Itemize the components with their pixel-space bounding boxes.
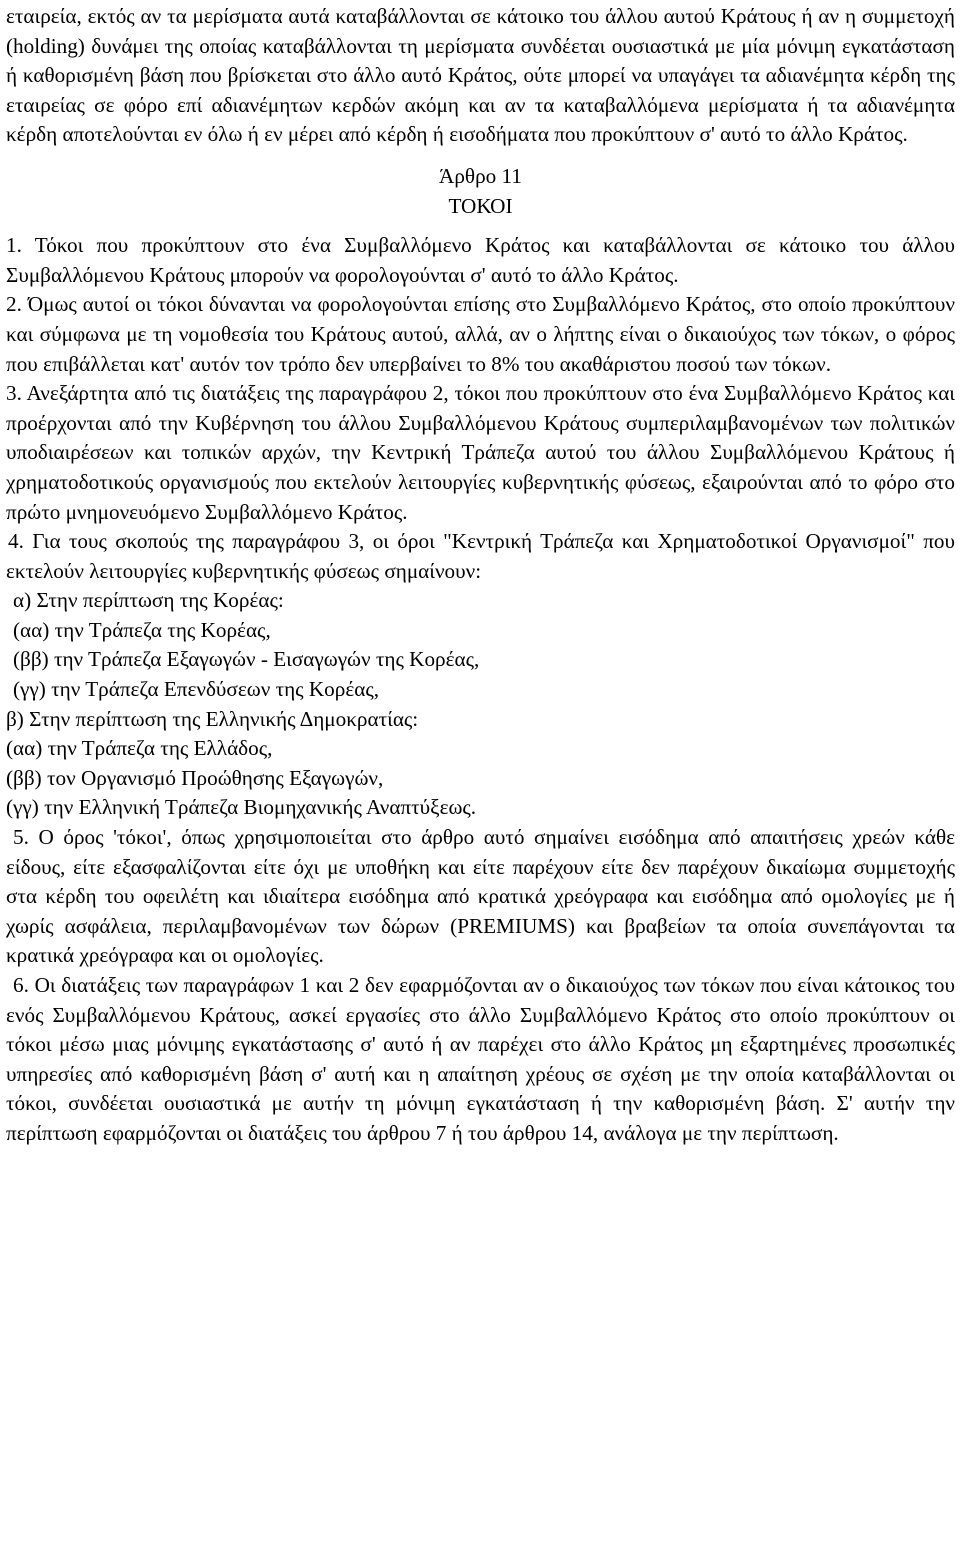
list-item: (αα) την Τράπεζα της Ελλάδος, (6, 736, 273, 761)
list-item: (γγ) την Τράπεζα Επενδύσεων της Κορέας, (13, 677, 380, 702)
paragraph-3: 3. Ανεξάρτητα από τις διατάξεις της παραγράφου 2, τόκοι που προκύπτουν στο ένα Συμβαλλόμενο Κράτος και προέρχονται από την Κυβέρνηση του άλλου Συμβαλλόμενου Κράτους συμπεριλαμβανομένων των πολιτικών υποδιαιρέσεων και τοπικών αρχών, την Κεντρική Τράπεζα αυτού του άλλου Συμβαλλόμενου Κράτους ή χρηματοδοτικούς οργανισμούς που εκτελούν λειτουργίες κυβερνητικής φύσεως, εξαιρούνται από το φόρο στο πρώτο μνημονευόμενο Συμβαλλόμενο Κράτος. (6, 381, 955, 524)
paragraph-5: 5. Ο όρος 'τόκοι', όπως χρησιμοποιείται στο άρθρο αυτό σημαίνει εισόδημα από απαιτήσεις χρεών κάθε είδους, είτε εξασφαλίζονται είτε όχι με υποθήκη και είτε παρέχουν είτε δεν παρέχουν δικαίωμα συμμετοχής στα κέρδη του οφειλέτη και ιδιαίτερα εισόδημα από κρατικά χρεόγραφα και εισόδημα από ομολογίες με ή χωρίς ασφάλεια, περιλαμβανομένων των δώρων (PREMIUMS) και βραβείων τα οποία συνεπάγονται τα κρατικά χρεόγραφα και οι ομολογίες. (6, 825, 955, 968)
paragraph-6: 6. Οι διατάξεις των παραγράφων 1 και 2 δεν εφαρμόζονται αν ο δικαιούχος των τόκων που είναι κάτοικος του ενός Συμβαλλόμενου Κράτους, ασκεί εργασίες στο άλλο Συμβαλλόμενο Κράτος στο οποίο προκύπτουν οι τόκοι μέσω μιας μόνιμης εγκατάστασης σ' αυτό ή αν παρέχει στο άλλο Κράτος μη εξαρτημένες προσωπικές υπηρεσίες από καθορισμένη βάση σ' αυτή και η απαίτηση χρέους σε σχέση με την οποία καταβάλλονται οι τόκοι, συνδέεται ουσιαστικά με αυτήν τη μόνιμη εγκατάσταση ή την καθορισμένη βάση. Σ' αυτήν την περίπτωση εφαρμόζονται οι διατάξεις του άρθρου 7 ή του άρθρου 14, ανάλογα με την περίπτωση. (6, 973, 955, 1145)
article-title: ΤΟΚΟΙ (448, 193, 513, 218)
list-item: (ββ) τον Οργανισμό Προώθησης Εξαγωγών, (6, 765, 384, 790)
paragraph-2: 2. Όμως αυτοί οι τόκοι δύνανται να φορολογούνται επίσης στο Συμβαλλόμενο Κράτος, στο οποίο προκύπτουν και σύμφωνα με τη νομοθεσία του Κράτους αυτού, αλλά, αν ο λήπτης είναι ο δικαιούχος των τόκων, ο φόρος που επιβάλλεται κατ' αυτόν τον τρόπο δεν υπερβαίνει το 8% του ακαθάριστου ποσού των τόκων. (6, 292, 955, 376)
list-heading-korea: α) Στην περίπτωση της Κορέας: (13, 588, 284, 613)
list-heading-greece: β) Στην περίπτωση της Ελληνικής Δημοκρατίας: (6, 706, 419, 731)
article-number: Άρθρο 11 (439, 163, 522, 188)
paragraph-4: 4. Για τους σκοπούς της παραγράφου 3, οι όροι "Κεντρική Τράπεζα και Χρηματοδοτικοί Οργανισμοί" που εκτελούν λειτουργίες κυβερνητικής φύσεως σημαίνουν: (6, 529, 955, 583)
list-item: (γγ) την Ελληνική Τράπεζα Βιομηχανικής Αναπτύξεως. (6, 795, 477, 820)
intro-paragraph: εταιρεία, εκτός αν τα μερίσματα αυτά καταβάλλονται σε κάτοικο του άλλου αυτού Κράτους ή αν η συμμετοχή (holding) δυνάμει της οποίας καταβάλλονται τη μερίσματα συνδέεται ουσιαστικά με μία μόνιμη εγκατάσταση ή καθορισμένη βάση που βρίσκεται στο άλλο αυτό Κράτος, ούτε μπορεί να υπαγάγει τα αδιανέμητα κέρδη της εταιρείας σε φόρο επί αδιανέμητων κερδών ακόμη και αν τα καταβαλλόμενα μερίσματα ή τα αδιανέμητα κέρδη αποτελούνται εν όλω ή εν μέρει από κέρδη ή εισοδήματα που προκύπτουν σ' αυτό το άλλο Κράτος. (6, 4, 955, 147)
paragraph-1: 1. Τόκοι που προκύπτουν στο ένα Συμβαλλόμενο Κράτος και καταβάλλονται σε κάτοικο του άλλου Συμβαλλόμενου Κράτους μπορούν να φορολογούνται σ' αυτό το άλλο Κράτος. (6, 233, 955, 287)
list-item: (ββ) την Τράπεζα Εξαγωγών - Εισαγωγών της Κορέας, (13, 647, 480, 672)
list-item: (αα) την Τράπεζα της Κορέας, (13, 617, 271, 642)
